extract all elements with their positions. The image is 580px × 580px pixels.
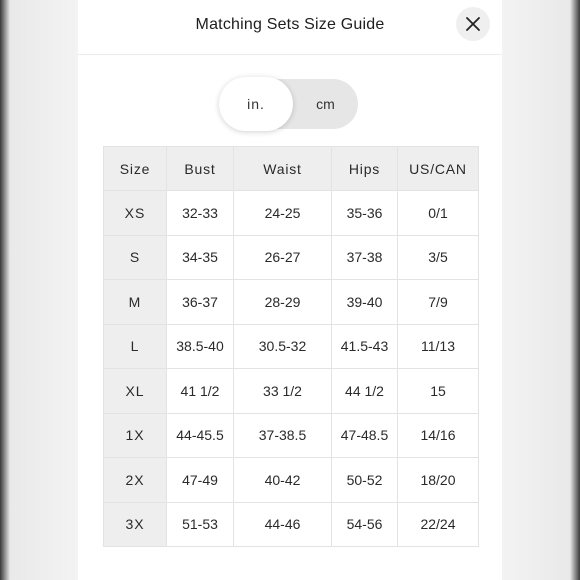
waist-cell: 24-25	[234, 191, 332, 236]
hips-cell: 37-38	[332, 235, 398, 280]
size-cell: 1X	[104, 413, 167, 458]
hips-cell: 50-52	[332, 458, 398, 503]
column-header-us-can: US/CAN	[398, 147, 479, 191]
us-can-cell: 14/16	[398, 413, 479, 458]
table-row	[104, 502, 479, 547]
size-cell: L	[104, 324, 167, 369]
size-guide-modal	[78, 0, 502, 580]
waist-cell: 30.5-32	[234, 324, 332, 369]
us-can-cell: 18/20	[398, 458, 479, 503]
waist-cell: 37-38.5	[234, 413, 332, 458]
bust-cell: 51-53	[167, 502, 234, 547]
size-table	[103, 146, 479, 547]
bust-cell: 41 1/2	[167, 369, 234, 414]
size-cell: XL	[104, 369, 167, 414]
hips-cell: 47-48.5	[332, 413, 398, 458]
hips-cell: 39-40	[332, 280, 398, 325]
column-header-bust: Bust	[167, 147, 234, 191]
waist-cell: 44-46	[234, 502, 332, 547]
table-row	[104, 458, 479, 503]
size-cell: 3X	[104, 502, 167, 547]
hips-cell: 44 1/2	[332, 369, 398, 414]
us-can-cell: 11/13	[398, 324, 479, 369]
column-header-size: Size	[104, 147, 167, 191]
table-row	[104, 324, 479, 369]
waist-cell: 26-27	[234, 235, 332, 280]
table-row	[104, 413, 479, 458]
bust-cell: 34-35	[167, 235, 234, 280]
table-row	[104, 369, 479, 414]
bust-cell: 38.5-40	[167, 324, 234, 369]
us-can-cell: 22/24	[398, 502, 479, 547]
waist-cell: 28-29	[234, 280, 332, 325]
us-can-cell: 7/9	[398, 280, 479, 325]
table-row	[104, 280, 479, 325]
unit-toggle	[219, 79, 358, 129]
unit-option-cm[interactable]: cm	[316, 96, 335, 112]
bust-cell: 47-49	[167, 458, 234, 503]
waist-cell: 33 1/2	[234, 369, 332, 414]
us-can-cell: 0/1	[398, 191, 479, 236]
table-header-row	[104, 147, 479, 191]
modal-title: Matching Sets Size Guide	[195, 16, 385, 33]
us-can-cell: 3/5	[398, 235, 479, 280]
bust-cell: 32-33	[167, 191, 234, 236]
close-icon	[465, 16, 481, 32]
close-button[interactable]	[456, 7, 490, 41]
size-cell: 2X	[104, 458, 167, 503]
waist-cell: 40-42	[234, 458, 332, 503]
size-cell: S	[104, 235, 167, 280]
modal-header	[78, 0, 502, 55]
table-row	[104, 235, 479, 280]
hips-cell: 41.5-43	[332, 324, 398, 369]
unit-option-inches[interactable]: in.	[219, 77, 293, 131]
hips-cell: 35-36	[332, 191, 398, 236]
us-can-cell: 15	[398, 369, 479, 414]
bust-cell: 44-45.5	[167, 413, 234, 458]
size-cell: XS	[104, 191, 167, 236]
size-cell: M	[104, 280, 167, 325]
column-header-waist: Waist	[234, 147, 332, 191]
hips-cell: 54-56	[332, 502, 398, 547]
column-header-hips: Hips	[332, 147, 398, 191]
bust-cell: 36-37	[167, 280, 234, 325]
table-row	[104, 191, 479, 236]
